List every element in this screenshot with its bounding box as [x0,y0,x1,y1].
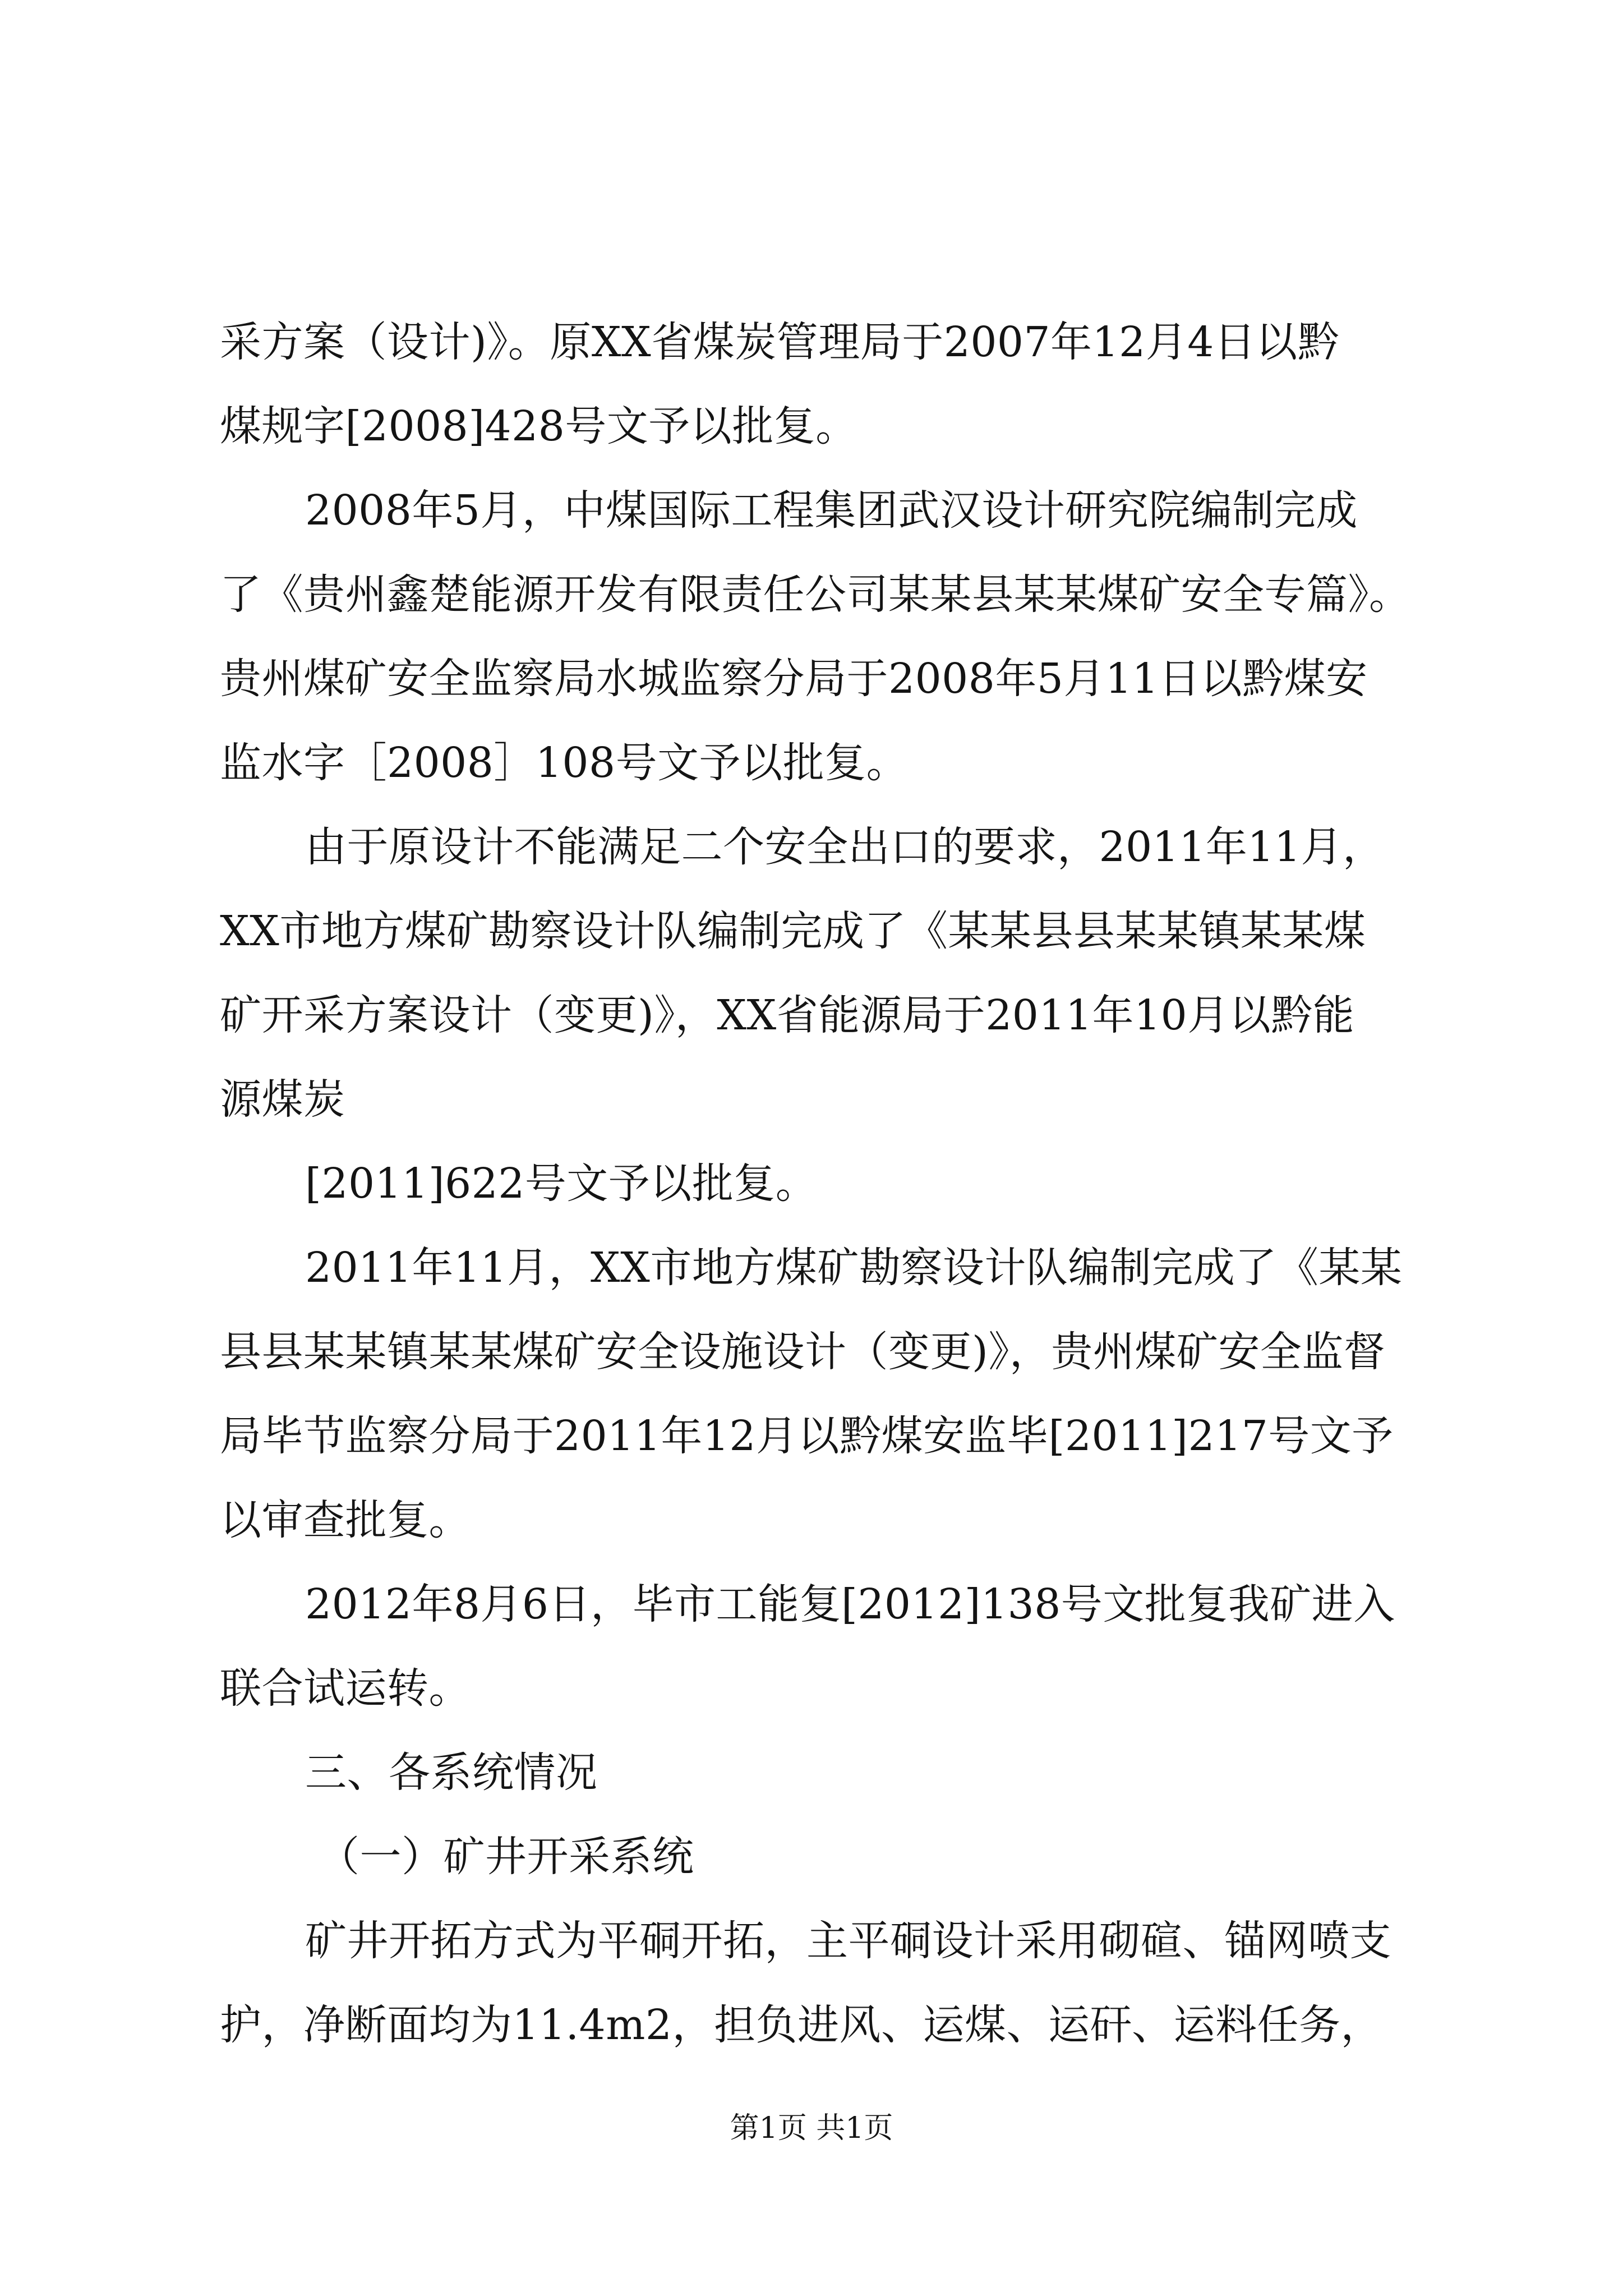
paragraph-start: 2011年11月，XX市地方煤矿勘察设计队编制完成了《某某 [305,1244,1403,1292]
text-line: 采方案（设计)》。原XX省煤炭管理局于2007年12月4日以黔 [220,318,1340,366]
text-line: 煤规字[2008]428号文予以批复。 [220,402,857,450]
text-line: 联合试运转。 [220,1664,471,1713]
text-line: 矿开采方案设计（变更)》，XX省能源局于2011年10月以黔能 [220,991,1355,1039]
text-line: 监水字［2008］108号文予以批复。 [220,739,909,787]
paragraph-start: 2012年8月6日，毕市工能复[2012]138号文批复我矿进入 [305,1580,1395,1628]
text-line: 局毕节监察分局于2011年12月以黔煤安监毕[2011]217号文予 [220,1412,1394,1460]
text-line: 以审查批复。 [220,1496,471,1544]
text-line: 护，净断面均为11.4m2，担负进风、运煤、运矸、运料任务， [220,2001,1383,2049]
text-line: 县县某某镇某某煤矿安全设施设计（变更)》，贵州煤矿安全监督 [220,1328,1386,1376]
text-line: 源煤炭 [220,1075,345,1124]
paragraph-start: [2011]622号文予以批复。 [305,1159,818,1208]
text-line: 贵州煤矿安全监察局水城监察分局于2008年5月11日以黔煤安 [220,655,1368,703]
text-line: 了《贵州鑫楚能源开发有限责任公司某某县某某煤矿安全专篇》。 [220,570,1411,619]
paragraph-start: 矿井开拓方式为平硐开拓，主平硐设计采用砌碹、锚网喷支 [305,1917,1391,1965]
paragraph-start: 由于原设计不能满足二个安全出口的要求，2011年11月， [305,823,1385,871]
document-body [220,300,1431,2067]
subsection-heading: （一）矿井开采系统 [318,1833,694,1881]
text-line: XX市地方煤矿勘察设计队编制完成了《某某县县某某镇某某煤 [220,907,1366,955]
section-heading: 三、各系统情况 [305,1749,598,1797]
paragraph-start: 2008年5月，中煤国际工程集团武汉设计研究院编制完成 [305,486,1358,535]
page-footer: 第1页 共1页 [730,2111,893,2145]
